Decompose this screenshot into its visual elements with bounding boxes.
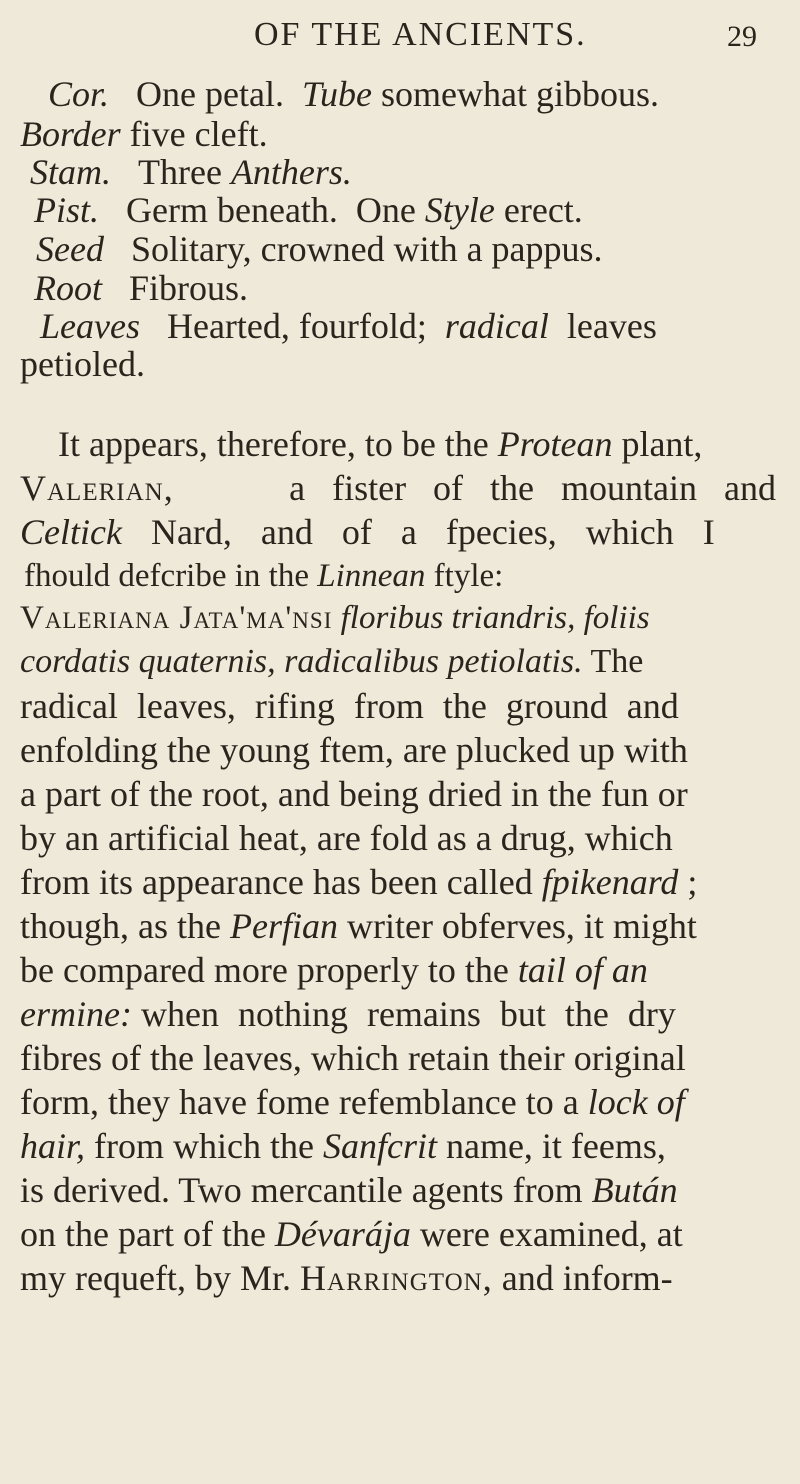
para-line-4b: Valeriana Jata'ma'nsi floribus triandris, foliis bbox=[20, 600, 650, 636]
para-line-9: by an artificial heat, are fold as a drug, which bbox=[20, 818, 673, 858]
para-line-4: fhould defcribe in the Linnean ftyle: bbox=[24, 558, 504, 594]
char-seed: Seed Solitary, crowned with a pappus. bbox=[36, 229, 603, 269]
para-line-12: be compared more properly to the tail of an bbox=[20, 950, 648, 990]
para-line-13: ermine: when nothing remains but the dry bbox=[20, 994, 676, 1034]
para-line-2: Valerian, a fister of the mountain and bbox=[20, 468, 776, 508]
char-pistil: Pist. Germ beneath. One Style erect. bbox=[34, 190, 583, 230]
para-line-3: Celtick Nard, and of a fpecies, which I bbox=[20, 512, 715, 552]
running-title: OF THE ANCIENTS. bbox=[254, 16, 587, 53]
para-line-10: from its appearance has been called fpikenard ; bbox=[20, 862, 698, 902]
page-header bbox=[0, 10, 800, 60]
para-line-11: though, as the Perfian writer obferves, it might bbox=[20, 906, 697, 946]
para-line-14: fibres of the leaves, which retain their original bbox=[20, 1038, 686, 1078]
para-line-8: a part of the root, and being dried in the fun or bbox=[20, 774, 688, 814]
para-line-7: enfolding the young ftem, are plucked up with bbox=[20, 730, 688, 770]
para-line-5: cordatis quaternis, radicalibus petiolatis. The bbox=[20, 643, 644, 680]
para-line-18: on the part of the Dévarája were examined, at bbox=[20, 1214, 683, 1254]
para-line-6: radical leaves, rifing from the ground and bbox=[20, 686, 679, 726]
char-border: Border five cleft. bbox=[20, 114, 268, 154]
para-line-1: It appears, therefore, to be the Protean plant, bbox=[58, 424, 703, 464]
char-leaves-cont: petioled. bbox=[20, 344, 145, 384]
para-line-16: hair, from which the Sanfcrit name, it feems, bbox=[20, 1126, 666, 1166]
para-line-19: my requeft, by Mr. Harrington, and inform- bbox=[20, 1258, 673, 1298]
page-number: 29 bbox=[727, 20, 757, 53]
char-root: Root Fibrous. bbox=[34, 268, 249, 308]
char-stamens: Stam. Three Anthers. bbox=[30, 152, 352, 192]
para-line-15: form, they have fome refemblance to a lock of bbox=[20, 1082, 685, 1122]
char-leaves: Leaves Hearted, fourfold; radical leaves bbox=[40, 306, 657, 346]
para-line-17: is derived. Two mercantile agents from Bután bbox=[20, 1170, 678, 1210]
char-corolla: Cor. One petal. Tube somewhat gibbous. bbox=[48, 74, 659, 114]
